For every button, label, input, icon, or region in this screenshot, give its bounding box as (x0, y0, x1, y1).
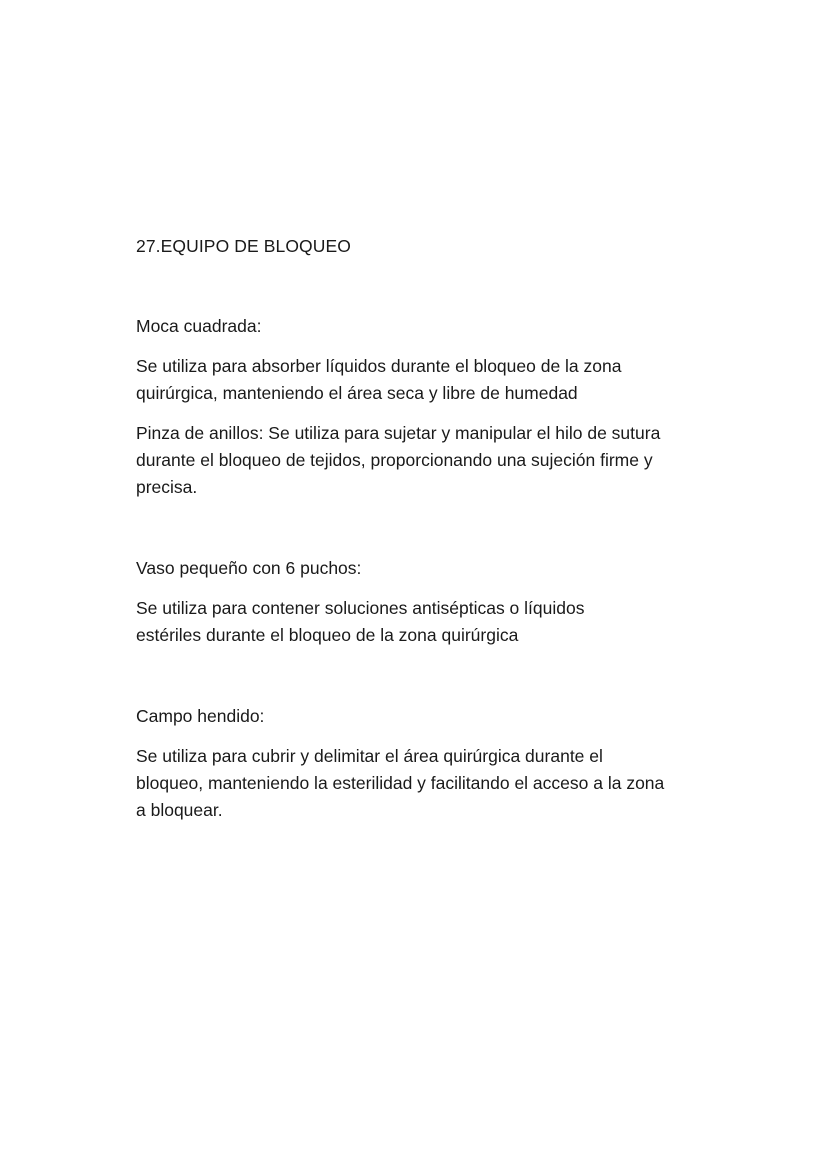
document-body (136, 233, 716, 824)
section-heading: 27.EQUIPO DE BLOQUEO (136, 236, 351, 256)
item-label-moca-cuadrada: Moca cuadrada: (136, 316, 262, 336)
spacer (136, 582, 716, 595)
item-label-vaso-pequeno: Vaso pequeño con 6 puchos: (136, 558, 362, 578)
spacer (136, 730, 716, 743)
item-description-vaso-pequeno: Se utiliza para contener soluciones antisépticas o líquidos estériles durante el bloqueo de la zona quirúrgica (136, 598, 585, 645)
item-description-moca-cuadrada: Se utiliza para absorber líquidos durante el bloqueo de la zona quirúrgica, manteniendo el área seca y libre de humedad (136, 356, 622, 403)
spacer (136, 501, 716, 555)
item-label-campo-hendido: Campo hendido: (136, 706, 265, 726)
item-description-pinza-de-anillos: Pinza de anillos: Se utiliza para sujetar y manipular el hilo de sutura durante el bloqueo de tejidos, proporcionando una sujeción firme y precisa. (136, 423, 661, 497)
spacer (136, 340, 716, 353)
spacer (136, 649, 716, 703)
spacer (136, 407, 716, 420)
spacer (136, 259, 716, 313)
item-description-campo-hendido: Se utiliza para cubrir y delimitar el área quirúrgica durante el bloqueo, manteniendo la esterilidad y facilitando el acceso a la zona a bloquear. (136, 746, 665, 820)
